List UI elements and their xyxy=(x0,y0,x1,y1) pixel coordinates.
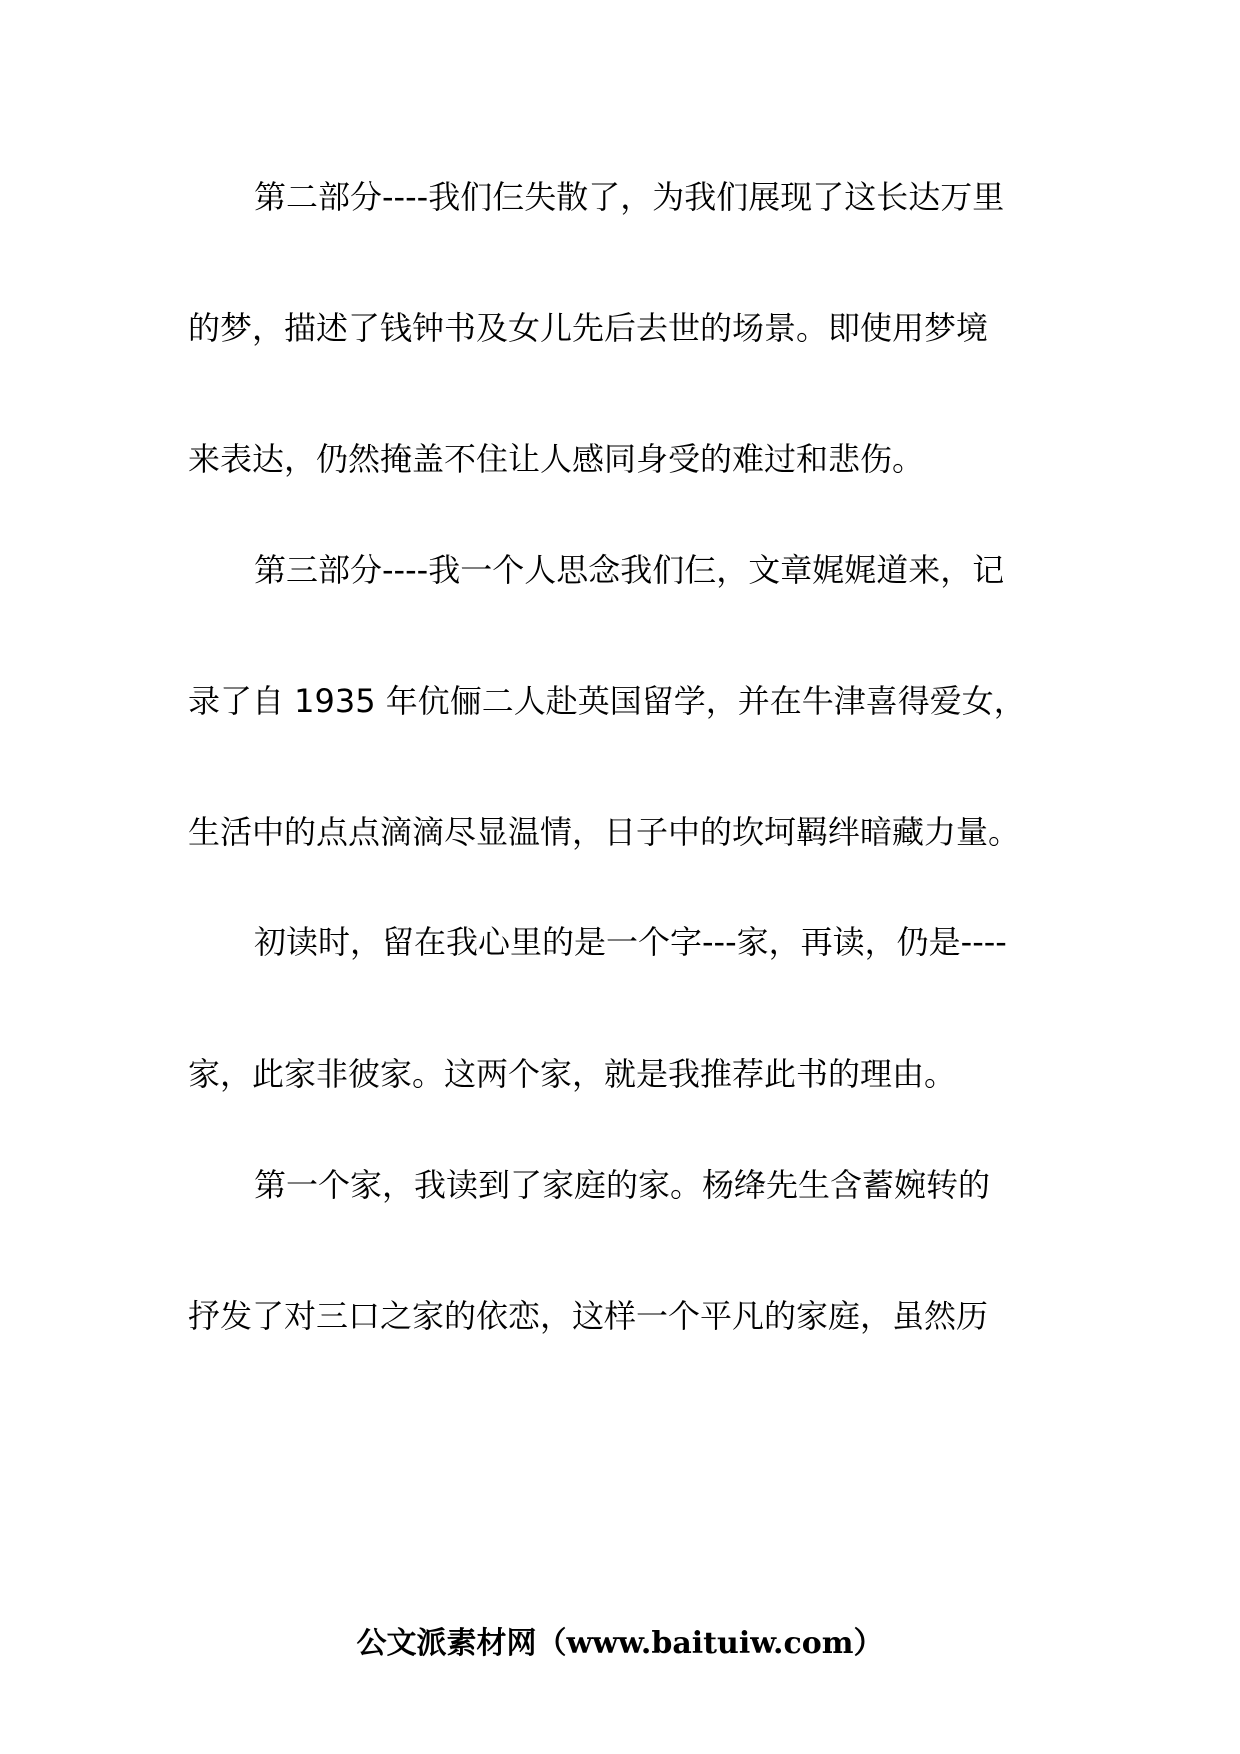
paragraph-1-line-2: 的梦，描述了钱钟书及女儿先后去世的场景。即使用梦境 xyxy=(188,309,989,347)
paragraph-2-line-2: 录了自 1935 年伉俪二人赴英国留学，并在牛津喜得爱女， xyxy=(188,682,1026,720)
paragraph-3-line-2: 家，此家非彼家。这两个家，就是我推荐此书的理由。 xyxy=(188,1055,957,1093)
paragraph-2-line-3: 生活中的点点滴滴尽显温情，日子中的坎坷羁绊暗藏力量。 xyxy=(188,813,1021,851)
paragraph-4-line-2: 抒发了对三口之家的依恋，这样一个平凡的家庭，虽然历 xyxy=(188,1297,989,1335)
paragraph-4-line-1: 第一个家，我读到了家庭的家。杨绛先生含蓄婉转的 xyxy=(254,1166,991,1204)
paragraph-1-line-1: 第二部分----我们仨失散了，为我们展现了这长达万里 xyxy=(254,178,1005,216)
paragraph-1-line-3: 来表达，仍然掩盖不住让人感同身受的难过和悲伤。 xyxy=(188,440,925,478)
paragraph-2-line-1: 第三部分----我一个人思念我们仨，文章娓娓道来，记 xyxy=(254,551,1005,589)
footer-source-text: 公文派素材网（www.baituiw.com） xyxy=(356,1626,884,1661)
paragraph-3-line-1: 初读时，留在我心里的是一个字---家，再读，仍是---- xyxy=(254,923,1007,961)
